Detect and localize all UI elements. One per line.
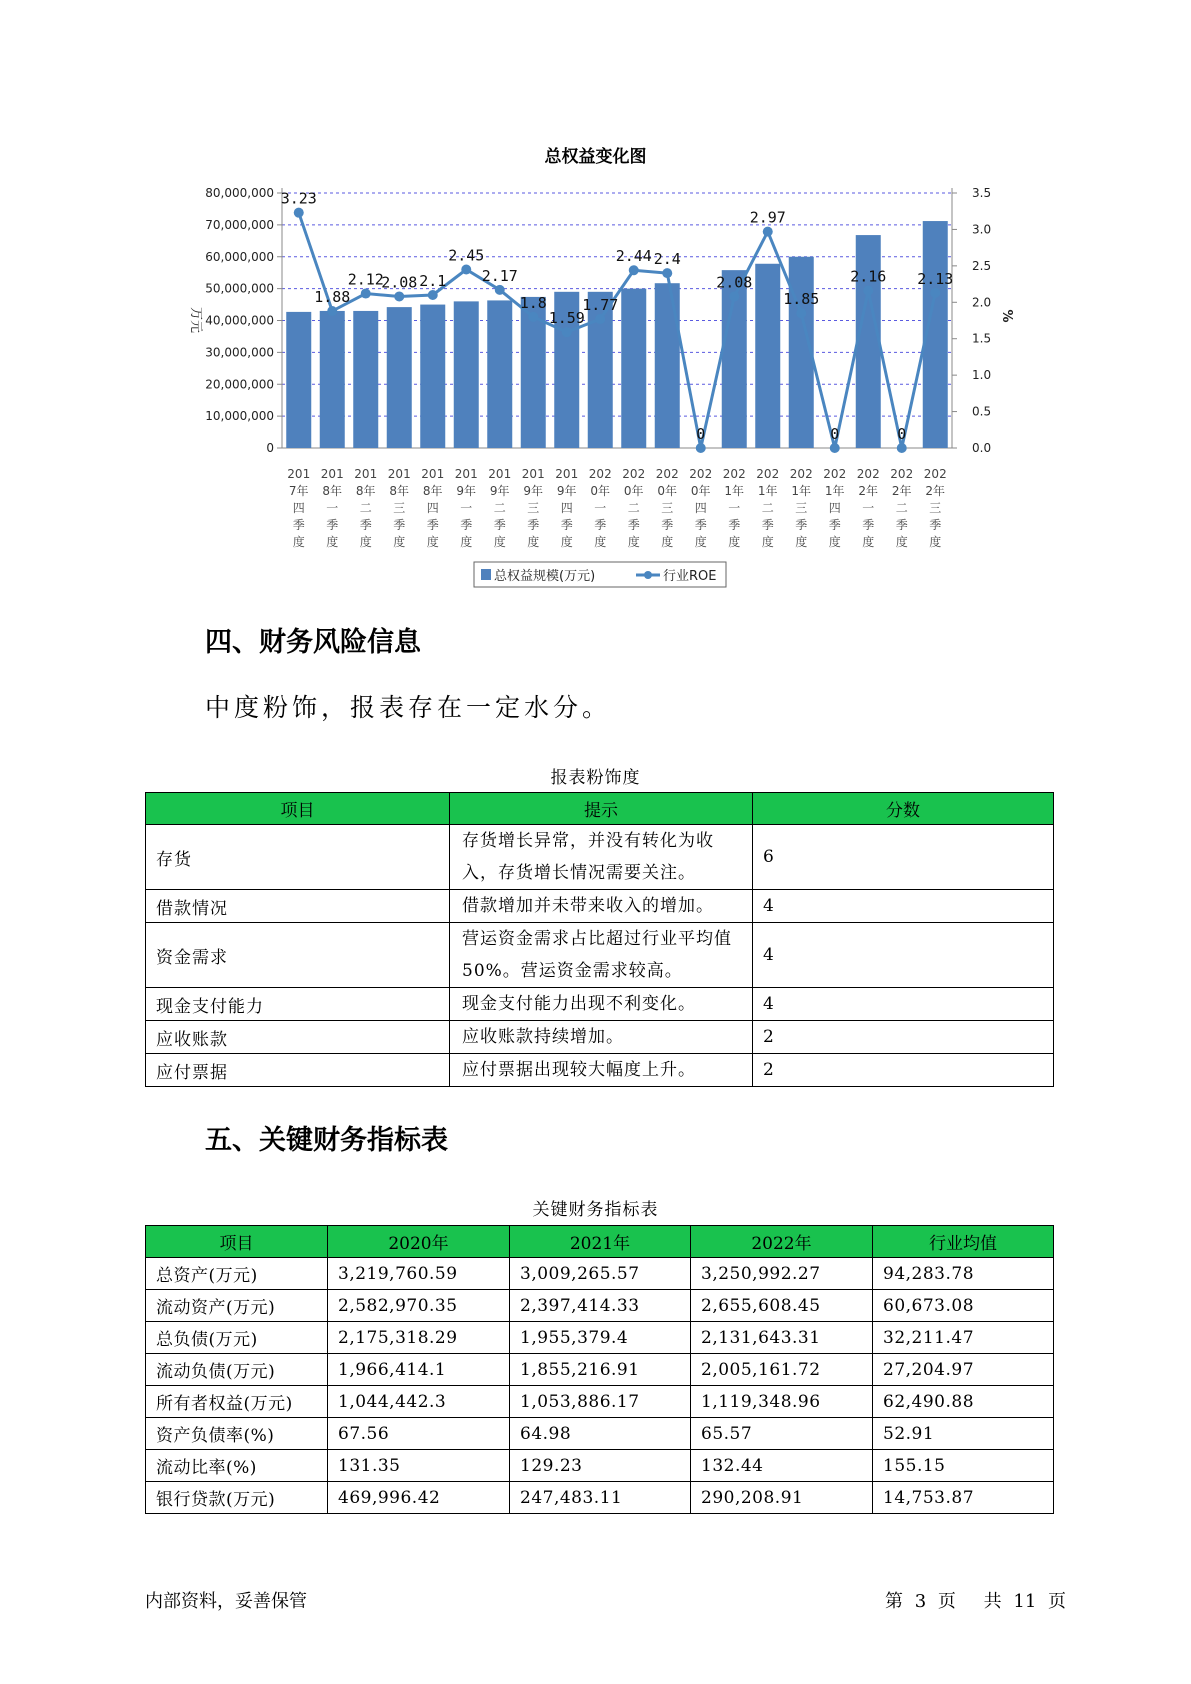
legend-label-line: 行业ROE — [663, 569, 717, 584]
score-cell: 6 — [753, 825, 1054, 890]
roe-point — [361, 289, 371, 299]
table-row — [146, 1290, 1054, 1322]
roe-point — [863, 286, 873, 296]
indicator-value-cell: 52.91 — [873, 1418, 1054, 1450]
x-tick-label: 三 — [393, 501, 406, 515]
x-tick-label: 9年 — [456, 484, 477, 498]
item-cell: 资金需求 — [146, 923, 450, 988]
item-cell: 存货 — [146, 825, 450, 890]
risk-summary-text: 中度粉饰，报表存在一定水分。 — [205, 693, 612, 722]
column-header: 分数 — [753, 793, 1054, 825]
footer-page-number — [885, 1587, 1072, 1613]
bar — [286, 312, 311, 448]
page-num: 3 — [914, 1591, 927, 1612]
x-tick-label: 202 — [722, 467, 746, 481]
y-tick-label: 40,000,000 — [205, 313, 274, 328]
x-tick-label: 度 — [426, 535, 439, 549]
x-tick-label: 一 — [594, 501, 607, 515]
indicator-value-cell: 290,208.91 — [691, 1482, 873, 1514]
y-tick-label: 20,000,000 — [205, 377, 274, 392]
bar — [487, 300, 512, 448]
roe-data-label: 0 — [830, 425, 840, 443]
table-row — [146, 1322, 1054, 1354]
item-cell: 借款情况 — [146, 890, 450, 923]
x-tick-label: 度 — [661, 535, 674, 549]
y2-tick-label: 0.0 — [972, 441, 992, 455]
roe-data-label: 2.45 — [448, 246, 485, 265]
item-cell: 现金支付能力 — [146, 988, 450, 1021]
bar — [621, 289, 646, 448]
x-tick-label: 2年 — [891, 484, 912, 498]
y2-axis-title: % — [999, 309, 1014, 323]
y2-tick-label: 1.5 — [972, 331, 992, 346]
y-tick-label: 10,000,000 — [205, 409, 274, 424]
y2-tick-label: 3.0 — [972, 222, 992, 237]
score-cell: 4 — [753, 890, 1054, 923]
table-row — [146, 1418, 1054, 1450]
x-tick-label: 度 — [627, 535, 640, 549]
x-tick-label: 9年 — [523, 484, 544, 498]
indicator-value-cell: 1,119,348.96 — [691, 1386, 873, 1418]
indicator-name-cell: 资产负债率(%) — [146, 1418, 328, 1450]
x-tick-label: 一 — [326, 501, 339, 515]
x-tick-label: 1年 — [824, 484, 845, 498]
x-tick-label: 202 — [588, 467, 612, 481]
page-prefix: 第 — [885, 1591, 903, 1612]
y-tick-label: 50,000,000 — [205, 281, 274, 296]
x-tick-label: 202 — [890, 467, 914, 481]
x-tick-label: 201 — [287, 467, 311, 481]
bar — [353, 311, 378, 448]
hint-cell: 借款增加并未带来收入的增加。 — [450, 890, 753, 923]
table-row — [146, 1258, 1054, 1290]
x-tick-label: 三 — [795, 501, 808, 515]
x-tick-label: 度 — [828, 535, 841, 549]
legend-label-bar: 总权益规模(万元) — [494, 569, 596, 584]
indicator-name-cell: 总负债(万元) — [146, 1322, 328, 1354]
x-tick-label: 202 — [823, 467, 847, 481]
table-row — [146, 1450, 1054, 1482]
column-header: 项目 — [146, 793, 450, 825]
indicator-value-cell: 3,250,992.27 — [691, 1258, 873, 1290]
roe-data-label: 0 — [696, 425, 706, 443]
roe-point — [495, 285, 505, 295]
table-row — [146, 1021, 1054, 1054]
y-tick-label: 70,000,000 — [205, 217, 274, 232]
y2-tick-label: 1.0 — [972, 368, 992, 383]
indicator-value-cell: 2,005,161.72 — [691, 1354, 873, 1386]
indicator-value-cell: 1,855,216.91 — [510, 1354, 691, 1386]
table-header-row — [146, 793, 1054, 825]
x-tick-label: 0年 — [623, 484, 644, 498]
x-tick-label: 8年 — [322, 484, 343, 498]
roe-point — [595, 314, 605, 324]
hint-cell: 营运资金需求占比超过行业平均值50%。营运资金需求较高。 — [450, 923, 753, 988]
roe-point — [461, 265, 471, 275]
table-header-row — [146, 1226, 1054, 1258]
section-title-key-indicators: 五、关键财务指标表 — [205, 1125, 448, 1156]
x-tick-label: 202 — [622, 467, 646, 481]
key-financial-indicators-table — [145, 1225, 1054, 1514]
x-tick-label: 9年 — [489, 484, 510, 498]
y-tick-label: 0 — [266, 441, 274, 455]
x-tick-label: 季 — [460, 518, 473, 532]
legend-swatch-marker — [644, 571, 652, 579]
x-tick-label: 季 — [527, 518, 540, 532]
indicator-value-cell: 1,053,886.17 — [510, 1386, 691, 1418]
bar — [655, 283, 680, 448]
x-tick-label: 二 — [895, 501, 908, 515]
x-tick-label: 202 — [689, 467, 713, 481]
x-tick-label: 季 — [929, 518, 942, 532]
roe-data-label: 2.08 — [716, 273, 753, 292]
table-row — [146, 825, 1054, 890]
x-tick-label: 7年 — [288, 484, 309, 498]
x-tick-label: 201 — [421, 467, 445, 481]
x-tick-label: 度 — [929, 535, 942, 549]
page-suffix: 页 — [937, 1591, 956, 1612]
x-tick-label: 9年 — [556, 484, 577, 498]
roe-point — [394, 291, 404, 301]
item-cell: 应收账款 — [146, 1021, 450, 1054]
indicator-value-cell: 67.56 — [328, 1418, 510, 1450]
indicator-name-cell: 流动比率(%) — [146, 1450, 328, 1482]
indicator-name-cell: 所有者权益(万元) — [146, 1386, 328, 1418]
x-tick-label: 度 — [795, 535, 808, 549]
item-cell: 应付票据 — [146, 1054, 450, 1087]
roe-data-label: 2.13 — [917, 269, 954, 288]
table-row — [146, 1482, 1054, 1514]
indicator-name-cell: 总资产(万元) — [146, 1258, 328, 1290]
y-tick-label: 30,000,000 — [205, 345, 274, 360]
x-tick-label: 一 — [728, 501, 741, 515]
x-tick-label: 度 — [527, 535, 540, 549]
indicator-value-cell: 3,009,265.57 — [510, 1258, 691, 1290]
x-tick-label: 202 — [756, 467, 780, 481]
table-row — [146, 1054, 1054, 1087]
indicator-value-cell: 1,966,414.1 — [328, 1354, 510, 1386]
x-tick-label: 季 — [694, 518, 707, 532]
y2-tick-label: 2.5 — [972, 258, 992, 273]
indicator-value-cell: 64.98 — [510, 1418, 691, 1450]
x-tick-label: 三 — [527, 501, 540, 515]
x-tick-label: 季 — [426, 518, 439, 532]
roe-point — [428, 290, 438, 300]
indicator-value-cell: 32,211.47 — [873, 1322, 1054, 1354]
score-cell: 2 — [753, 1054, 1054, 1087]
roe-data-label: 2.12 — [347, 270, 384, 289]
roe-point — [897, 443, 907, 453]
roe-point — [729, 291, 739, 301]
x-tick-label: 度 — [761, 535, 774, 549]
roe-point — [528, 312, 538, 322]
hint-cell: 现金支付能力出现不利变化。 — [450, 988, 753, 1021]
x-tick-label: 季 — [326, 518, 339, 532]
hint-cell: 应收账款持续增加。 — [450, 1021, 753, 1054]
y-tick-label: 60,000,000 — [205, 249, 274, 264]
x-tick-label: 度 — [728, 535, 741, 549]
roe-data-label: 2.16 — [850, 267, 887, 286]
x-tick-label: 8年 — [355, 484, 376, 498]
roe-data-label: 3.23 — [280, 189, 317, 208]
indicator-value-cell: 14,753.87 — [873, 1482, 1054, 1514]
indicator-value-cell: 247,483.11 — [510, 1482, 691, 1514]
score-cell: 2 — [753, 1021, 1054, 1054]
x-tick-label: 四 — [694, 501, 707, 515]
chart-title: 总权益变化图 — [544, 147, 647, 167]
roe-data-label: 0 — [897, 425, 907, 443]
x-tick-label: 季 — [627, 518, 640, 532]
indicator-name-cell: 流动资产(万元) — [146, 1290, 328, 1322]
x-tick-label: 季 — [661, 518, 674, 532]
y2-tick-label: 0.5 — [972, 404, 992, 419]
indicator-value-cell: 129.23 — [510, 1450, 691, 1482]
score-cell: 4 — [753, 988, 1054, 1021]
x-tick-label: 季 — [795, 518, 808, 532]
x-tick-label: 二 — [761, 501, 774, 515]
x-tick-label: 度 — [493, 535, 506, 549]
x-tick-label: 201 — [320, 467, 344, 481]
indicator-value-cell: 3,219,760.59 — [328, 1258, 510, 1290]
indicator-value-cell: 132.44 — [691, 1450, 873, 1482]
x-tick-label: 2年 — [858, 484, 879, 498]
x-tick-label: 201 — [354, 467, 378, 481]
bar — [320, 311, 345, 448]
score-cell: 4 — [753, 923, 1054, 988]
x-tick-label: 一 — [460, 501, 473, 515]
table-row — [146, 1386, 1054, 1418]
x-tick-label: 1年 — [791, 484, 812, 498]
indicator-value-cell: 2,175,318.29 — [328, 1322, 510, 1354]
indicator-value-cell: 2,131,643.31 — [691, 1322, 873, 1354]
indicator-value-cell: 1,044,442.3 — [328, 1386, 510, 1418]
indicator-value-cell: 155.15 — [873, 1450, 1054, 1482]
total-num: 11 — [1013, 1591, 1037, 1612]
x-tick-label: 季 — [828, 518, 841, 532]
indicator-value-cell: 60,673.08 — [873, 1290, 1054, 1322]
x-tick-label: 季 — [761, 518, 774, 532]
section-title-financial-risk: 四、财务风险信息 — [205, 627, 421, 658]
roe-data-label: 2.1 — [419, 272, 447, 290]
x-tick-label: 季 — [493, 518, 506, 532]
x-tick-label: 202 — [923, 467, 947, 481]
y2-tick-label: 3.5 — [972, 186, 992, 200]
table-row — [146, 988, 1054, 1021]
roe-data-label: 2.44 — [615, 247, 652, 266]
x-tick-label: 四 — [560, 501, 573, 515]
x-tick-label: 四 — [292, 501, 305, 515]
bar — [454, 301, 479, 448]
x-tick-label: 度 — [359, 535, 372, 549]
x-tick-label: 二 — [359, 501, 372, 515]
x-tick-label: 季 — [728, 518, 741, 532]
indicator-value-cell: 94,283.78 — [873, 1258, 1054, 1290]
roe-point — [562, 327, 572, 337]
x-tick-label: 三 — [661, 501, 674, 515]
x-tick-label: 一 — [862, 501, 875, 515]
x-tick-label: 201 — [555, 467, 579, 481]
roe-data-label: 1.77 — [582, 296, 619, 315]
x-tick-label: 度 — [560, 535, 573, 549]
y-axis-title: 万元 — [188, 306, 203, 334]
indicator-value-cell: 62,490.88 — [873, 1386, 1054, 1418]
x-tick-label: 季 — [359, 518, 372, 532]
x-tick-label: 三 — [929, 501, 942, 515]
x-tick-label: 度 — [862, 535, 875, 549]
x-tick-label: 度 — [326, 535, 339, 549]
bar — [755, 264, 780, 448]
x-tick-label: 度 — [895, 535, 908, 549]
roe-point — [327, 306, 337, 316]
roe-point — [930, 288, 940, 298]
x-tick-label: 1年 — [757, 484, 778, 498]
x-tick-label: 度 — [594, 535, 607, 549]
x-tick-label: 季 — [594, 518, 607, 532]
x-tick-label: 202 — [655, 467, 679, 481]
indicator-value-cell: 2,582,970.35 — [328, 1290, 510, 1322]
report-window-dressing-table — [145, 792, 1054, 1087]
bar — [420, 305, 445, 448]
roe-data-label: 1.88 — [314, 288, 351, 307]
roe-data-label: 2.4 — [653, 250, 681, 269]
x-tick-label: 四 — [426, 501, 439, 515]
indicator-value-cell: 27,204.97 — [873, 1354, 1054, 1386]
roe-data-label: 2.17 — [481, 266, 518, 285]
legend-swatch-bar — [481, 569, 491, 580]
indicator-value-cell: 1,955,379.4 — [510, 1322, 691, 1354]
footer-confidential-note: 内部资料，妥善保管 — [145, 1591, 307, 1612]
indicator-name-cell: 流动负债(万元) — [146, 1354, 328, 1386]
roe-point — [830, 443, 840, 453]
roe-point — [796, 308, 806, 318]
table-row — [146, 1354, 1054, 1386]
indicator-name-cell: 银行贷款(万元) — [146, 1482, 328, 1514]
total-suffix: 页 — [1048, 1591, 1067, 1612]
roe-point — [763, 227, 773, 237]
roe-data-label: 1.85 — [783, 290, 820, 309]
roe-point — [629, 265, 639, 275]
kpi-table-caption: 关键财务指标表 — [532, 1200, 659, 1220]
x-tick-label: 202 — [789, 467, 813, 481]
roe-data-label: 1.59 — [548, 309, 585, 328]
x-tick-label: 0年 — [690, 484, 711, 498]
x-tick-label: 季 — [393, 518, 406, 532]
x-tick-label: 二 — [493, 501, 506, 515]
roe-data-label: 2.08 — [381, 273, 418, 292]
x-tick-label: 201 — [521, 467, 545, 481]
column-header: 行业均值 — [873, 1226, 1054, 1258]
x-tick-label: 度 — [694, 535, 707, 549]
x-tick-label: 度 — [292, 535, 305, 549]
y-tick-label: 80,000,000 — [205, 186, 274, 200]
table-row — [146, 923, 1054, 988]
x-tick-label: 季 — [560, 518, 573, 532]
roe-point — [294, 208, 304, 218]
indicator-value-cell: 131.35 — [328, 1450, 510, 1482]
y2-tick-label: 2.0 — [972, 295, 992, 310]
indicator-value-cell: 469,996.42 — [328, 1482, 510, 1514]
x-tick-label: 201 — [387, 467, 411, 481]
x-tick-label: 201 — [488, 467, 512, 481]
x-tick-label: 季 — [862, 518, 875, 532]
indicator-value-cell: 65.57 — [691, 1418, 873, 1450]
column-header: 2020年 — [328, 1226, 510, 1258]
x-tick-label: 四 — [828, 501, 841, 515]
x-tick-label: 2年 — [925, 484, 946, 498]
x-tick-label: 201 — [454, 467, 478, 481]
table-row — [146, 890, 1054, 923]
x-tick-label: 8年 — [389, 484, 410, 498]
roe-point — [662, 268, 672, 278]
x-tick-label: 0年 — [590, 484, 611, 498]
column-header: 2021年 — [510, 1226, 691, 1258]
roe-data-label: 1.8 — [519, 293, 547, 312]
column-header: 2022年 — [691, 1226, 873, 1258]
indicator-value-cell: 2,655,608.45 — [691, 1290, 873, 1322]
bar — [387, 307, 412, 448]
risk-table-caption: 报表粉饰度 — [550, 768, 641, 788]
hint-cell: 应付票据出现较大幅度上升。 — [450, 1054, 753, 1087]
hint-cell: 存货增长异常，并没有转化为收入，存货增长情况需要关注。 — [450, 825, 753, 890]
x-tick-label: 0年 — [657, 484, 678, 498]
total-equity-chart — [0, 0, 1191, 600]
roe-data-label: 2.97 — [749, 208, 786, 227]
x-tick-label: 度 — [460, 535, 473, 549]
x-tick-label: 二 — [627, 501, 640, 515]
indicator-value-cell: 2,397,414.33 — [510, 1290, 691, 1322]
x-tick-label: 1年 — [724, 484, 745, 498]
x-tick-label: 8年 — [422, 484, 443, 498]
column-header: 项目 — [146, 1226, 328, 1258]
total-prefix: 共 — [983, 1591, 1002, 1612]
roe-point — [696, 443, 706, 453]
x-tick-label: 季 — [895, 518, 908, 532]
x-tick-label: 季 — [292, 518, 305, 532]
x-tick-label: 度 — [393, 535, 406, 549]
column-header: 提示 — [450, 793, 753, 825]
x-tick-label: 202 — [856, 467, 880, 481]
